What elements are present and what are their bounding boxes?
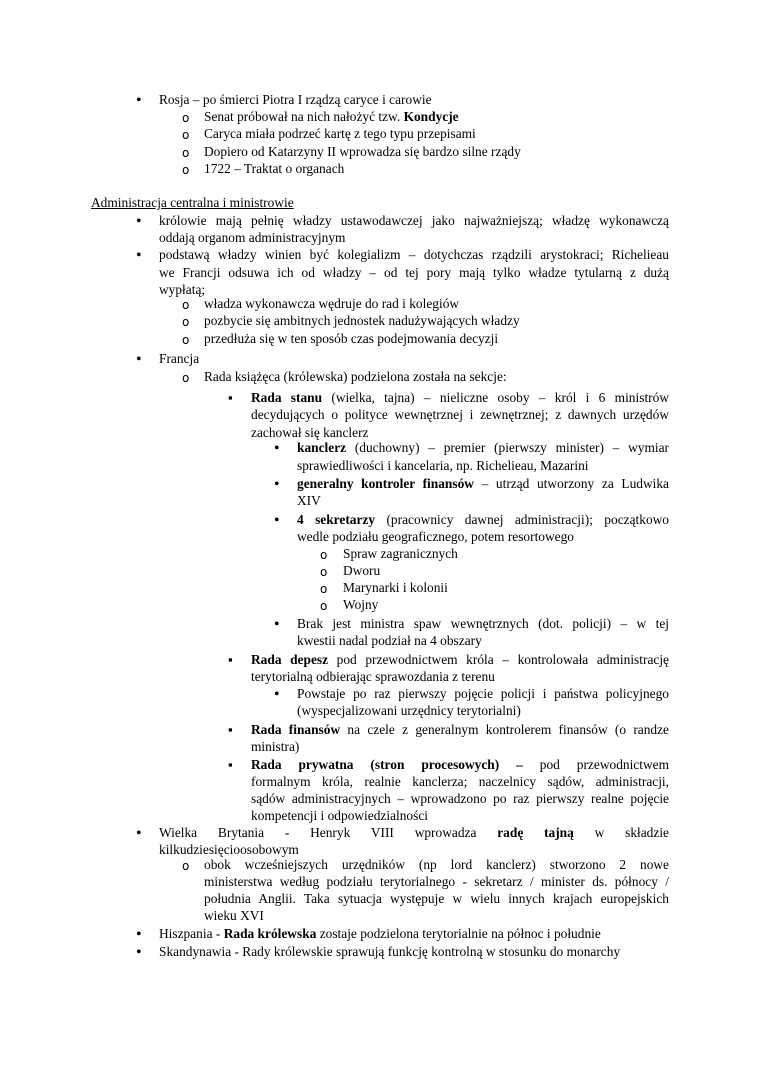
- rada-ksiazeca: Rada książęca (królewska) podzielona została na sekcje:: [204, 369, 507, 384]
- admin-bullet-2-line: wypłatą;: [159, 282, 206, 297]
- bullet-circle: [182, 144, 189, 163]
- policja-line: (wyspecjalizowani urzędnicy terytorialni): [297, 703, 521, 718]
- wb-sub-line: obok wcześniejszych urzędników (np lord kanclerz) stworzono 2 nowe: [204, 857, 669, 872]
- policja-line: Powstaje po raz pierwszy pojęcie policji i państwa policyjnego: [297, 686, 669, 701]
- wb-sub-line: południa Anglii. Taka sytuacja występuje w wielu innych krajach europejskich: [204, 891, 669, 906]
- section-heading: Administracja centralna i ministrowie: [91, 195, 294, 210]
- bullet-dot: [274, 440, 280, 458]
- bullet-circle: [182, 331, 189, 350]
- wielka-brytania-line: kilkudziesięcioosobowym: [159, 842, 299, 857]
- rosja-intro: Rosja – po śmierci Piotra I rządzą carycе i carowie: [159, 92, 432, 107]
- bullet-square: [228, 651, 233, 669]
- sekretarz-item: Wojny: [343, 597, 379, 612]
- admin-bullet-2-line: podstawą władzy winien być kolegializm – dotychczas rządzili arystokraci; Richelieau: [159, 247, 669, 262]
- admin-bullet-2-line: we Francji odsuwa ich od władzy – od tej pory mają tylko władze tytularną z dużą: [159, 265, 669, 280]
- rada-prywatna-line: Rada prywatna (stron procesowych) – pod przewodnictwem: [251, 757, 669, 772]
- bullet-dot: [274, 616, 280, 634]
- kanclerz-line: kanclerz (duchowny) – premier (pierwszy minister) – wymiar: [297, 440, 669, 455]
- rada-prywatna-line: formalnym króla, realnie kanclerza; naczelnicy sądów, administracji,: [251, 774, 669, 789]
- bullet-dot: [136, 213, 142, 231]
- sekretarz-item: Dworu: [343, 563, 381, 578]
- admin-bullet-1-line: królowie mają pełnię władzy ustawodawczej jako najważniejszą; władzę wykonawczą: [159, 213, 669, 228]
- bullet-circle: [182, 109, 189, 128]
- rada-finansow-line: Rada finansów na czele z generalnym kontrolerem finansów (o randze: [251, 722, 670, 737]
- bullet-dot: [274, 686, 280, 704]
- rada-stanu-line: zachował się kanclerz: [251, 425, 369, 440]
- rosja-item: 1722 – Traktat o organach: [204, 161, 345, 176]
- wb-sub-line: wieku XVI: [204, 908, 264, 923]
- bullet-dot: [136, 944, 142, 962]
- bullet-dot: [136, 247, 142, 265]
- bullet-circle: [320, 580, 327, 599]
- wb-sub-line: ministerstwa według podziału terytorialnego - sekretarz / minister ds. północy /: [204, 874, 669, 889]
- admin-bullet-1-line: oddają organom administracyjnym: [159, 230, 346, 245]
- sekretarze-line: wedle podziału geograficznego, potem resortowego: [297, 529, 575, 544]
- bullet-circle: [320, 546, 327, 565]
- sekretarze-line: 4 sekretarzy (pracownicy dawnej administracji); początkowo: [297, 512, 670, 527]
- sekretarz-item: Spraw zagranicznych: [343, 546, 458, 561]
- bullet-circle: [182, 296, 189, 315]
- bullet-dot: [136, 92, 142, 110]
- bullet-circle: [320, 563, 327, 582]
- bullet-dot: [136, 351, 142, 369]
- bullet-dot: [274, 512, 280, 530]
- generalny-kontroler-line: XIV: [297, 493, 321, 508]
- bullet-circle: [182, 369, 189, 388]
- brak-ministra-line: kwestii nadal podział na 4 obszary: [297, 633, 482, 648]
- brak-ministra-line: Brak jest ministra spaw wewnętrznych (dot. policji) – w tej: [297, 616, 669, 631]
- bullet-square: [228, 389, 233, 407]
- bullet-square: [228, 756, 233, 774]
- bullet-circle: [182, 857, 189, 876]
- rosja-item: Caryca miała podrzeć kartę z tego typu przepisami: [204, 126, 476, 141]
- bullet-dot: [274, 476, 280, 494]
- bullet-square: [228, 721, 233, 739]
- rada-depesz-line: terytorialną odbierając sprawozdania z terenu: [251, 669, 495, 684]
- kanclerz-line: sprawiedliwości i kancelaria, np. Richelieau, Mazarini: [297, 458, 589, 473]
- bullet-circle: [182, 161, 189, 180]
- bullet-dot: [136, 825, 142, 843]
- bullet-circle: [182, 126, 189, 145]
- rada-stanu-line: Rada stanu (wielka, tajna) – nieliczne osoby – król i 6 ministrów: [251, 390, 669, 405]
- bullet-circle: [182, 313, 189, 332]
- generalny-kontroler-line: generalny kontroler finansów – utrząd utworzony za Ludwika: [297, 476, 669, 491]
- francja-label: Francja: [159, 351, 200, 366]
- skandynawia-line: Skandynawia - Rady królewskie sprawują funkcję kontrolną w stosunku do monarchy: [159, 944, 621, 959]
- bullet-circle: [320, 597, 327, 616]
- rosja-item-kondycje: Senat próbował na nich nałożyć tzw. Kondycje: [204, 109, 459, 124]
- sekretarz-item: Marynarki i kolonii: [343, 580, 448, 595]
- rada-depesz-line: Rada depesz pod przewodnictwem króla – kontrolowała administrację: [251, 652, 669, 667]
- admin-sub-item: przedłuża się w ten sposób czas podejmowania decyzji: [204, 331, 499, 346]
- hiszpania-line: Hiszpania - Rada królewska zostaje podzielona terytorialnie na północ i południe: [159, 926, 601, 941]
- rada-stanu-line: decydujących o polityce wewnętrznej i zewnętrznej; z dawnych urzędów: [251, 407, 669, 422]
- rada-prywatna-line: sądów administracyjnych – wprowadzono po raz pierwszy realne pojęcie: [251, 791, 669, 806]
- bullet-dot: [136, 926, 142, 944]
- admin-sub-item: władza wykonawcza wędruje do rad i kolegiów: [204, 296, 460, 311]
- admin-sub-item: pozbycie się ambitnych jednostek nadużywających władzy: [204, 313, 520, 328]
- wielka-brytania-line: Wielka Brytania - Henryk VIII wprowadza radę tajną w składzie: [159, 825, 669, 840]
- rada-prywatna-line: kompetencji i odpowiedzialności: [251, 808, 429, 823]
- rosja-item: Dopiero od Katarzyny II wprowadza się bardzo silne rządy: [204, 144, 521, 159]
- rada-finansow-line: ministra): [251, 739, 300, 754]
